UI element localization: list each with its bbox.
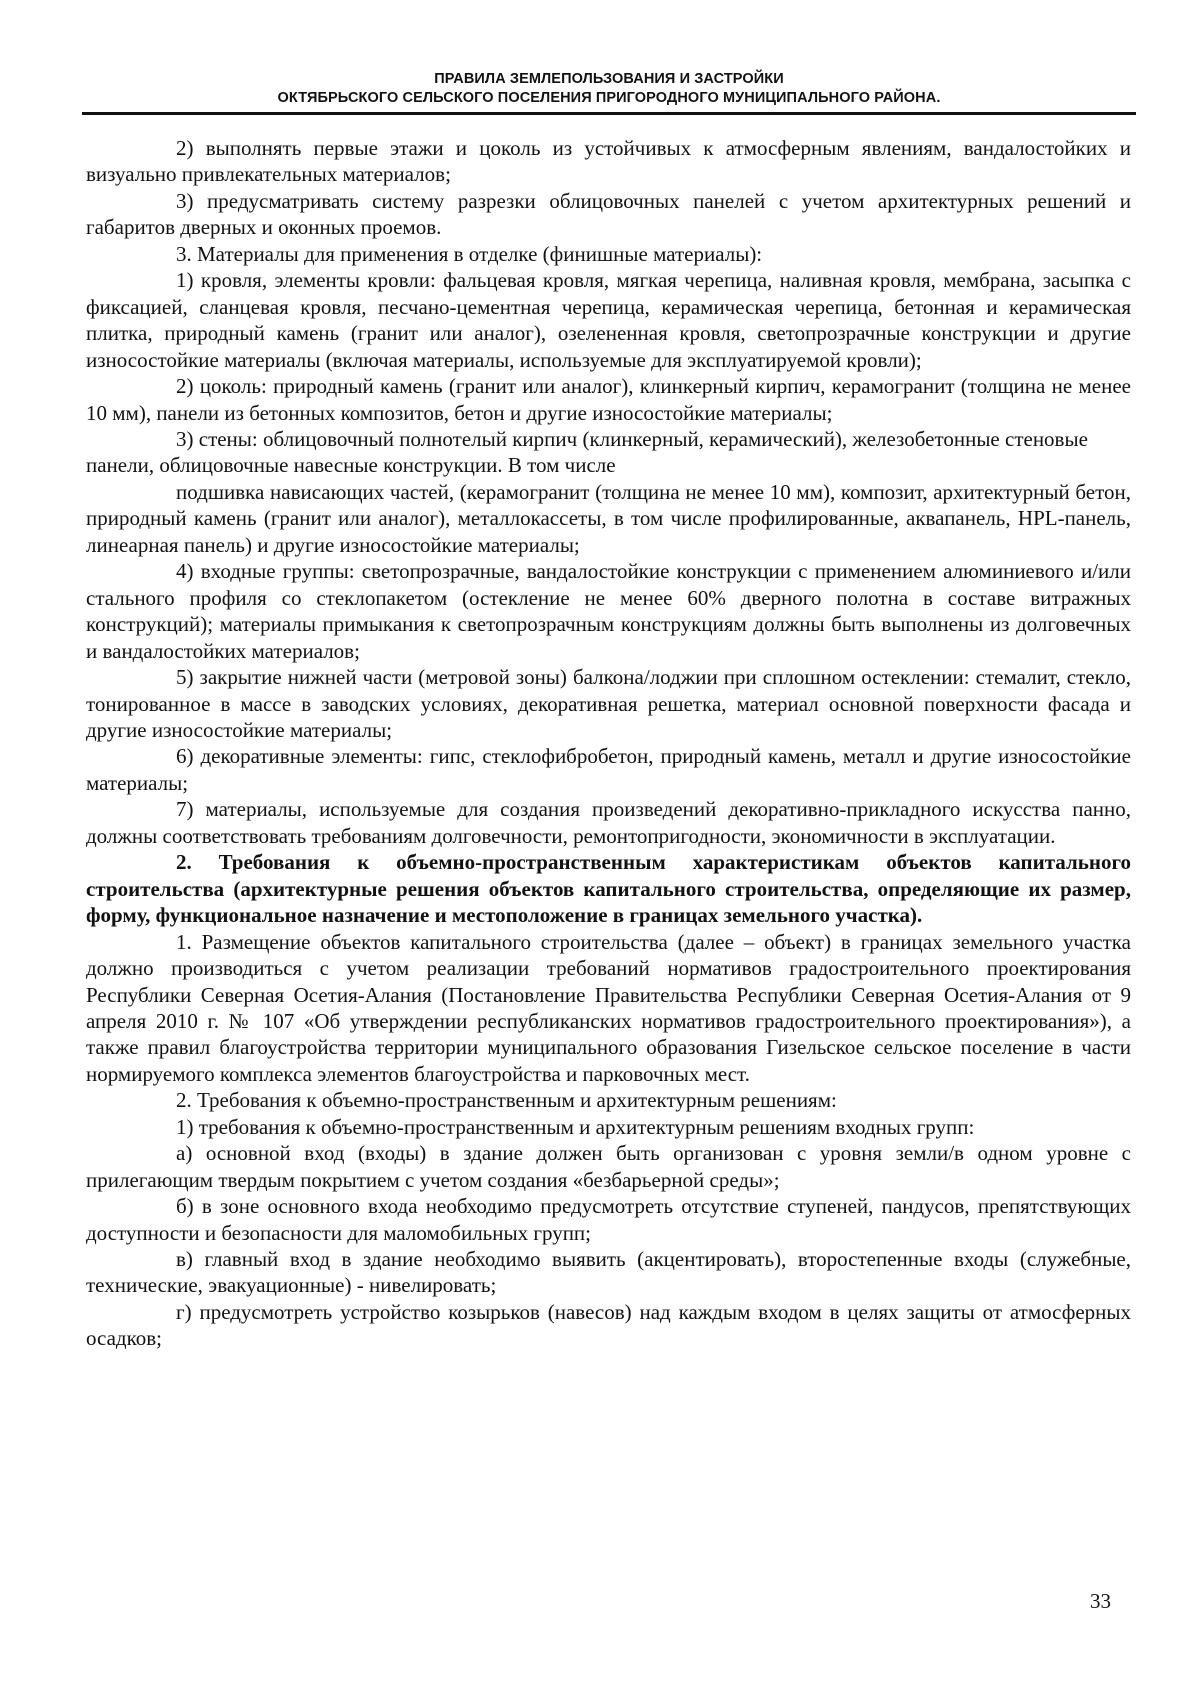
paragraph-walls: 3) стены: облицовочный полнотелый кирпич (клинкерный, керамический), железобетонные стеновые панели, облицовочные навесные конструкции. В том числе xyxy=(86,426,1088,478)
paragraph-ground-floors: 2) выполнять первые этажи и цоколь из устойчивых к атмосферным явлениям, вандалостойких и визуально привлекательных материалов; xyxy=(86,136,1131,187)
paragraph-panel-layout: 3) предусматривать систему разрезки облицовочных панелей с учетом архитектурных решений и габаритов дверных и оконных проемов. xyxy=(86,188,1131,240)
paragraph-balcony-closure: 5) закрытие нижней части (метровой зоны) балкона/лоджии при сплошном остеклении: стемалит, стекло, тонированное в массе в заводских условиях, декоративная решетка, материал основной поверхности фасада и другие износостойкие материалы; xyxy=(86,665,1131,742)
document-header xyxy=(82,70,1136,108)
paragraph-placement: 1. Размещение объектов капитального строительства (далее – объект) в границах земельного участка должно производиться с учетом реализации требований нормативов градостроительного проектирования Республики Северная Осетия-Алания (Постановление Правительства Республики Северная Осетия-Алания от 9 апреля 2010 г. № 107 «Об утверждении республиканских нормативов градостроительного проектирования»), а также правил благоустройства территории муниципального образования Гизельское сельское поселение в части нормируемого комплекса элементов благоустройства и парковочных мест. xyxy=(86,929,1131,1086)
document-body xyxy=(86,135,1131,1352)
paragraph-no-steps: б) в зоне основного входа необходимо предусмотреть отсутствие ступеней, пандусов, препятствующих доступности и безопасности для маломобильных групп; xyxy=(86,1194,1131,1245)
header-title-line-2: ОКТЯБРЬСКОГО СЕЛЬСКОГО ПОСЕЛЕНИЯ ПРИГОРОДНОГО МУНИЦИПАЛЬНОГО РАЙОНА. xyxy=(277,90,941,106)
header-title-line-1: ПРАВИЛА ЗЕМЛЕПОЛЬЗОВАНИЯ И ЗАСТРОЙКИ xyxy=(434,71,784,87)
paragraph-main-entrance-level: а) основной вход (входы) в здание должен быть организован с уровня земли/в одном уровне с прилегающим твердым покрытием с учетом создания «безбарьерной среды»; xyxy=(86,1141,1131,1192)
page-number: 33 xyxy=(1090,1589,1111,1613)
paragraph-plinth: 2) цоколь: природный камень (гранит или аналог), клинкерный кирпич, керамогранит (толщина не менее 10 мм), панели из бетонных композитов, бетон и другие износостойкие материалы; xyxy=(86,374,1131,425)
paragraph-decorative-art: 7) материалы, используемые для создания произведений декоративно-прикладного искусства панно, должны соответствовать требованиям долговечности, ремонтопригодности, экономичности в эксплуатации. xyxy=(86,797,1131,848)
paragraph-entrance-groups: 4) входные группы: светопрозрачные, вандалостойкие конструкции с применением алюминиевого и/или стального профиля со стеклопакетом (остекление не менее 60% дверного полотна в составе витражных конструкций); материалы примыкания к светопрозрачным конструкциям должны быть выполнены из долговечных и вандалостойких материалов; xyxy=(86,559,1131,663)
paragraph-soffit: подшивка нависающих частей, (керамогранит (толщина не менее 10 мм), композит, архитектурный бетон, природный камень (гранит или аналог), металлокассеты, в том числе профилированные, аквапанель, HPL-панель, линеарная панель) и другие износостойкие материалы; xyxy=(86,479,1131,557)
section-heading-volumetric-requirements: 2. Требования к объемно-пространственным характеристикам объектов капитального строительства (архитектурные решения объектов капитального строительства, определяющие их размер, форму, функциональное назначение и местоположение в границах земельного участка). xyxy=(86,850,1131,928)
paragraph-roofing: 1) кровля, элементы кровли: фальцевая кровля, мягкая черепица, наливная кровля, мембрана, засыпка с фиксацией, сланцевая кровля, песчано-цементная черепица, керамическая черепица, бетонная и керамическая плитка, природный камень (гранит или аналог), озелененная кровля, светопрозрачные конструкции и другие износостойкие материалы (включая материалы, используемые для эксплуатируемой кровли); xyxy=(86,268,1131,372)
header-divider xyxy=(82,112,1136,115)
paragraph-canopies: г) предусмотреть устройство козырьков (навесов) над каждым входом в целях защиты от атмосферных осадков; xyxy=(86,1299,1131,1351)
paragraph-accent-main-entrance: в) главный вход в здание необходимо выявить (акцентировать), второстепенные входы (служебные, технические, эвакуационные) - нивелировать; xyxy=(86,1247,1131,1298)
paragraph-entrance-requirements: 1) требования к объемно-пространственным и архитектурным решениям входных групп: xyxy=(176,1114,975,1139)
paragraph-decorative-elements: 6) декоративные элементы: гипс, стеклофибробетон, природный камень, металл и другие износостойкие материалы; xyxy=(86,744,1131,795)
paragraph-finishing-materials-heading: 3. Материалы для применения в отделке (финишные материалы): xyxy=(176,241,763,266)
paragraph-architectural-requirements: 2. Требования к объемно-пространственным и архитектурным решениям: xyxy=(176,1088,837,1113)
